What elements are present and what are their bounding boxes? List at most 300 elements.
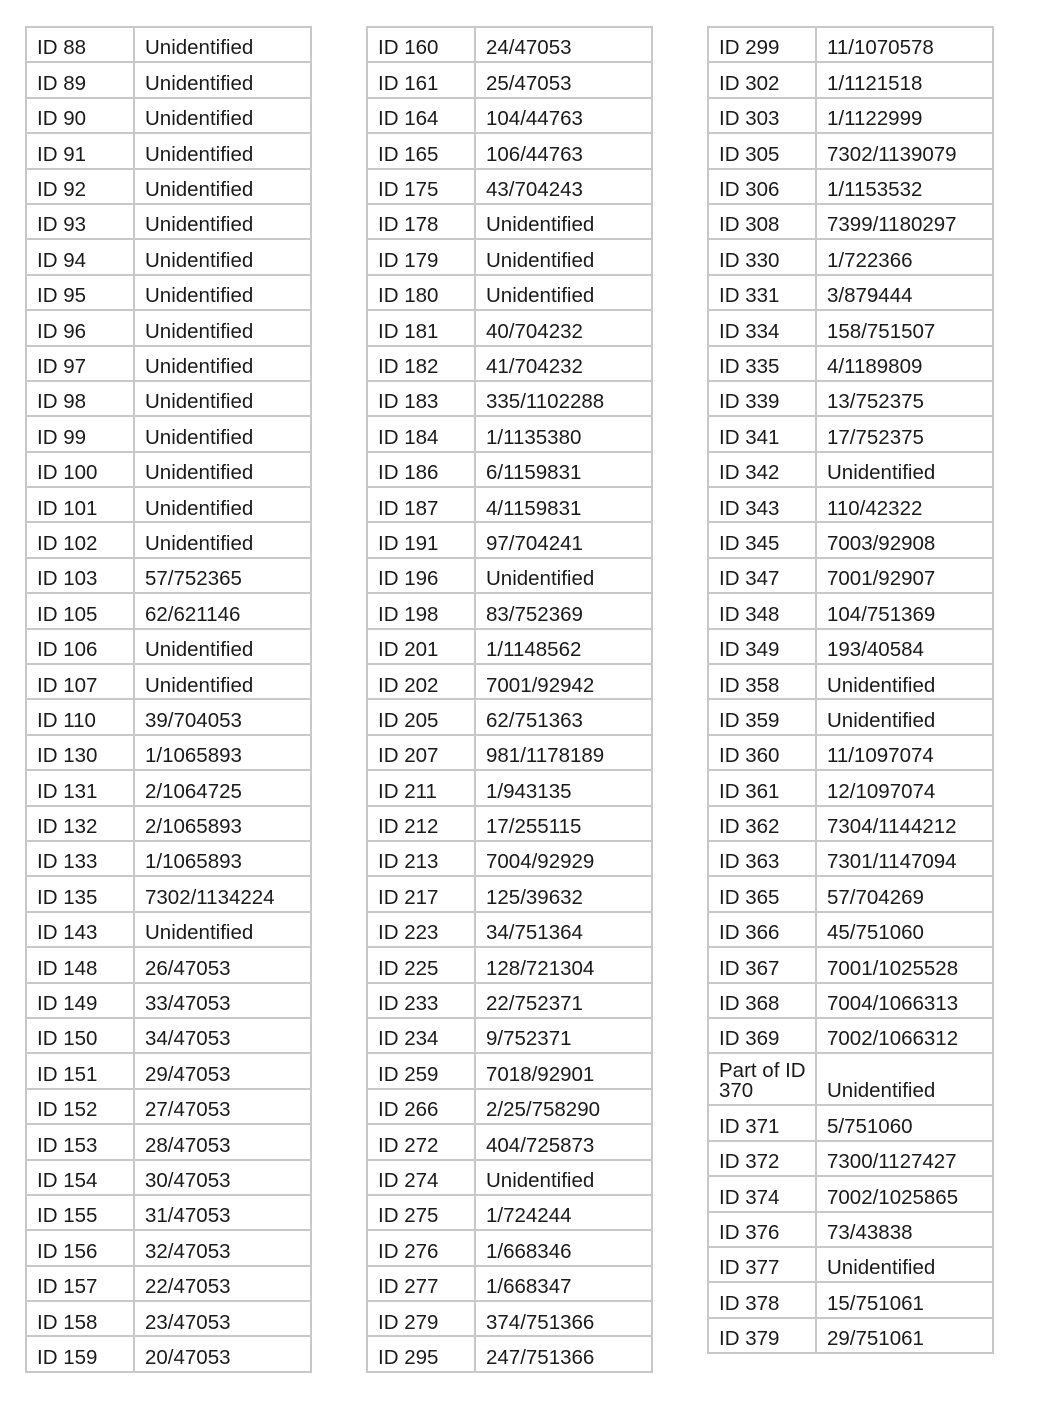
- table-row: [708, 770, 993, 805]
- identification-cell: 45/751060: [816, 912, 993, 947]
- table-row: [26, 1266, 311, 1301]
- table-row: [367, 98, 652, 133]
- id-cell: ID 366: [708, 912, 816, 947]
- identification-cell: 193/40584: [816, 629, 993, 664]
- id-cell: ID 272: [367, 1124, 475, 1159]
- table-row: [26, 735, 311, 770]
- table-row: [26, 416, 311, 451]
- table-row: [26, 133, 311, 168]
- identification-cell: 374/751366: [475, 1301, 652, 1336]
- table-row: [26, 1195, 311, 1230]
- id-cell: ID 374: [708, 1176, 816, 1211]
- table-row: [708, 1141, 993, 1176]
- id-cell: ID 191: [367, 522, 475, 557]
- id-cell: ID 183: [367, 381, 475, 416]
- id-cell: ID 302: [708, 62, 816, 97]
- table-row: [367, 416, 652, 451]
- id-cell: ID 101: [26, 487, 134, 522]
- identification-cell: 1/1153532: [816, 169, 993, 204]
- id-cell: ID 201: [367, 629, 475, 664]
- identification-cell: 4/1189809: [816, 346, 993, 381]
- identification-cell: Unidentified: [134, 416, 311, 451]
- table-row: [708, 1105, 993, 1140]
- id-cell: ID 362: [708, 806, 816, 841]
- id-cell: ID 95: [26, 275, 134, 310]
- identification-cell: 1/943135: [475, 770, 652, 805]
- table-row: [708, 1018, 993, 1053]
- table-row: [708, 346, 993, 381]
- table-row: [367, 346, 652, 381]
- id-cell: ID 93: [26, 204, 134, 239]
- table-row: [26, 1124, 311, 1159]
- identification-cell: 7002/1025865: [816, 1176, 993, 1211]
- id-cell: ID 96: [26, 310, 134, 345]
- identification-cell: 1/1148562: [475, 629, 652, 664]
- id-cell: ID 363: [708, 841, 816, 876]
- id-cell: ID 94: [26, 239, 134, 274]
- table-row: [708, 275, 993, 310]
- table-row: [708, 876, 993, 911]
- identification-cell: 128/721304: [475, 947, 652, 982]
- table-row: [26, 452, 311, 487]
- id-cell: ID 359: [708, 699, 816, 734]
- identification-cell: Unidentified: [134, 169, 311, 204]
- id-cell: ID 103: [26, 558, 134, 593]
- identification-cell: 404/725873: [475, 1124, 652, 1159]
- table-row: [708, 735, 993, 770]
- identification-cell: 33/47053: [134, 983, 311, 1018]
- id-cell: ID 225: [367, 947, 475, 982]
- table-row: [708, 204, 993, 239]
- table-row: [26, 806, 311, 841]
- identification-cell: 3/879444: [816, 275, 993, 310]
- table-row: [367, 1160, 652, 1195]
- table-row: [708, 62, 993, 97]
- id-cell: ID 212: [367, 806, 475, 841]
- table-row: [26, 62, 311, 97]
- id-cell: ID 378: [708, 1282, 816, 1317]
- id-cell: ID 178: [367, 204, 475, 239]
- identification-cell: 17/255115: [475, 806, 652, 841]
- table-row: [367, 381, 652, 416]
- id-cell: ID 180: [367, 275, 475, 310]
- table-row: [26, 487, 311, 522]
- table-row: [708, 664, 993, 699]
- id-cell: ID 334: [708, 310, 816, 345]
- table-row: [708, 983, 993, 1018]
- table-row: [26, 275, 311, 310]
- identification-cell: 29/47053: [134, 1053, 311, 1088]
- table-row: [708, 947, 993, 982]
- id-cell: ID 308: [708, 204, 816, 239]
- id-cell: ID 100: [26, 452, 134, 487]
- table-row: [367, 27, 652, 62]
- identification-cell: 40/704232: [475, 310, 652, 345]
- table-row: [367, 912, 652, 947]
- identification-cell: 25/47053: [475, 62, 652, 97]
- identification-cell: 22/47053: [134, 1266, 311, 1301]
- identification-cell: 62/751363: [475, 699, 652, 734]
- table-row: [708, 1282, 993, 1317]
- id-cell: ID 274: [367, 1160, 475, 1195]
- table-row: [367, 1124, 652, 1159]
- id-cell: ID 365: [708, 876, 816, 911]
- identification-cell: Unidentified: [475, 275, 652, 310]
- id-cell: ID 160: [367, 27, 475, 62]
- identification-cell: 7004/92929: [475, 841, 652, 876]
- id-cell: ID 153: [26, 1124, 134, 1159]
- table-row: [367, 452, 652, 487]
- identification-cell: 27/47053: [134, 1089, 311, 1124]
- id-cell: ID 306: [708, 169, 816, 204]
- table-row: [367, 558, 652, 593]
- identification-cell: 7301/1147094: [816, 841, 993, 876]
- identification-cell: 7302/1134224: [134, 876, 311, 911]
- identification-cell: 7002/1066312: [816, 1018, 993, 1053]
- identification-cell: Unidentified: [475, 1160, 652, 1195]
- id-cell: ID 131: [26, 770, 134, 805]
- identification-cell: Unidentified: [134, 133, 311, 168]
- id-cell: ID 150: [26, 1018, 134, 1053]
- table-row: [367, 806, 652, 841]
- table-row: [367, 1053, 652, 1088]
- id-cell: ID 107: [26, 664, 134, 699]
- id-cell: ID 187: [367, 487, 475, 522]
- id-cell: ID 347: [708, 558, 816, 593]
- table-row: [367, 1089, 652, 1124]
- table-row: [708, 629, 993, 664]
- id-cell: ID 102: [26, 522, 134, 557]
- identification-cell: 73/43838: [816, 1212, 993, 1247]
- id-cell: ID 266: [367, 1089, 475, 1124]
- id-cell: ID 97: [26, 346, 134, 381]
- identification-cell: 7004/1066313: [816, 983, 993, 1018]
- id-cell: ID 179: [367, 239, 475, 274]
- identification-cell: 34/47053: [134, 1018, 311, 1053]
- table-row: [367, 522, 652, 557]
- identification-cell: 57/752365: [134, 558, 311, 593]
- identification-cell: 7001/92907: [816, 558, 993, 593]
- identification-cell: 981/1178189: [475, 735, 652, 770]
- identification-cell: 9/752371: [475, 1018, 652, 1053]
- identification-cell: 106/44763: [475, 133, 652, 168]
- table-row: [367, 664, 652, 699]
- id-cell: Part of ID 370: [708, 1053, 816, 1105]
- identification-cell: 23/47053: [134, 1301, 311, 1336]
- identification-cell: 31/47053: [134, 1195, 311, 1230]
- table-row: [708, 912, 993, 947]
- table-row: [367, 876, 652, 911]
- id-cell: ID 154: [26, 1160, 134, 1195]
- identification-cell: 7302/1139079: [816, 133, 993, 168]
- table-row: [708, 1176, 993, 1211]
- identification-cell: Unidentified: [134, 629, 311, 664]
- id-cell: ID 279: [367, 1301, 475, 1336]
- id-cell: ID 376: [708, 1212, 816, 1247]
- identification-cell: 28/47053: [134, 1124, 311, 1159]
- identification-cell: 11/1070578: [816, 27, 993, 62]
- id-cell: ID 155: [26, 1195, 134, 1230]
- table-row: [708, 169, 993, 204]
- table-row: [367, 275, 652, 310]
- identification-cell: 97/704241: [475, 522, 652, 557]
- id-cell: ID 149: [26, 983, 134, 1018]
- identification-cell: 158/751507: [816, 310, 993, 345]
- table-row: [708, 27, 993, 62]
- id-cell: ID 91: [26, 133, 134, 168]
- id-cell: ID 305: [708, 133, 816, 168]
- table-row: [367, 947, 652, 982]
- table-row: [26, 912, 311, 947]
- identification-cell: 7399/1180297: [816, 204, 993, 239]
- identification-cell: Unidentified: [134, 98, 311, 133]
- id-cell: ID 348: [708, 593, 816, 628]
- id-cell: ID 130: [26, 735, 134, 770]
- identification-cell: 62/621146: [134, 593, 311, 628]
- table-row: [26, 346, 311, 381]
- identification-cell: Unidentified: [134, 664, 311, 699]
- id-cell: ID 156: [26, 1230, 134, 1265]
- id-cell: ID 361: [708, 770, 816, 805]
- table-row: [26, 522, 311, 557]
- table-row: [708, 1318, 993, 1353]
- identification-cell: 24/47053: [475, 27, 652, 62]
- identification-cell: 7300/1127427: [816, 1141, 993, 1176]
- identification-cell: 57/704269: [816, 876, 993, 911]
- table-row: [367, 735, 652, 770]
- table-row: [26, 381, 311, 416]
- table-row: [26, 239, 311, 274]
- id-cell: ID 345: [708, 522, 816, 557]
- id-cell: ID 358: [708, 664, 816, 699]
- table-row: [367, 770, 652, 805]
- id-cell: ID 233: [367, 983, 475, 1018]
- id-cell: ID 331: [708, 275, 816, 310]
- table-row: [367, 1230, 652, 1265]
- id-cell: ID 106: [26, 629, 134, 664]
- identification-cell: 7001/1025528: [816, 947, 993, 982]
- identification-cell: 7003/92908: [816, 522, 993, 557]
- id-cell: ID 379: [708, 1318, 816, 1353]
- table-row: [26, 593, 311, 628]
- identification-cell: Unidentified: [475, 239, 652, 274]
- table-row: [26, 841, 311, 876]
- id-cell: ID 259: [367, 1053, 475, 1088]
- table-row: [26, 1160, 311, 1195]
- id-cell: ID 157: [26, 1266, 134, 1301]
- table-row: [26, 664, 311, 699]
- id-cell: ID 205: [367, 699, 475, 734]
- identification-cell: Unidentified: [134, 62, 311, 97]
- id-cell: ID 277: [367, 1266, 475, 1301]
- table-row: [708, 98, 993, 133]
- id-cell: ID 110: [26, 699, 134, 734]
- id-cell: ID 303: [708, 98, 816, 133]
- id-cell: ID 275: [367, 1195, 475, 1230]
- id-cell: ID 158: [26, 1301, 134, 1336]
- table-row: [367, 1018, 652, 1053]
- identification-cell: 22/752371: [475, 983, 652, 1018]
- identification-cell: Unidentified: [134, 487, 311, 522]
- identification-cell: Unidentified: [134, 381, 311, 416]
- identification-cell: 2/25/758290: [475, 1089, 652, 1124]
- table-row: [26, 947, 311, 982]
- table-row: [26, 983, 311, 1018]
- table-row: [26, 1018, 311, 1053]
- id-cell: ID 276: [367, 1230, 475, 1265]
- identification-cell: 83/752369: [475, 593, 652, 628]
- id-cell: ID 143: [26, 912, 134, 947]
- table-row: [367, 593, 652, 628]
- table-row: [367, 133, 652, 168]
- id-cell: ID 105: [26, 593, 134, 628]
- table-row: [708, 522, 993, 557]
- identification-cell: Unidentified: [816, 664, 993, 699]
- table-row: [708, 310, 993, 345]
- identification-cell: 29/751061: [816, 1318, 993, 1353]
- identification-cell: Unidentified: [134, 522, 311, 557]
- identification-cell: 32/47053: [134, 1230, 311, 1265]
- identification-cell: Unidentified: [134, 275, 311, 310]
- table-row: [367, 1336, 652, 1371]
- table-row: [367, 1266, 652, 1301]
- identification-cell: 43/704243: [475, 169, 652, 204]
- id-cell: ID 377: [708, 1247, 816, 1282]
- table-row: [367, 983, 652, 1018]
- id-cell: ID 369: [708, 1018, 816, 1053]
- table-row: [26, 558, 311, 593]
- identification-cell: 30/47053: [134, 1160, 311, 1195]
- table-row: [26, 699, 311, 734]
- identification-cell: Unidentified: [816, 1053, 993, 1105]
- identification-cell: 247/751366: [475, 1336, 652, 1371]
- table-row: [708, 558, 993, 593]
- identification-cell: 1/1122999: [816, 98, 993, 133]
- id-cell: ID 207: [367, 735, 475, 770]
- identification-cell: Unidentified: [816, 699, 993, 734]
- table-row: [26, 1230, 311, 1265]
- id-cell: ID 159: [26, 1336, 134, 1371]
- table-row: [367, 62, 652, 97]
- identification-cell: Unidentified: [816, 1247, 993, 1282]
- identification-cell: 39/704053: [134, 699, 311, 734]
- table-row: [367, 169, 652, 204]
- identification-cell: 5/751060: [816, 1105, 993, 1140]
- id-cell: ID 339: [708, 381, 816, 416]
- id-cell: ID 89: [26, 62, 134, 97]
- identification-cell: 12/1097074: [816, 770, 993, 805]
- id-table-column-3: [707, 26, 994, 1354]
- identification-cell: 104/751369: [816, 593, 993, 628]
- id-cell: ID 132: [26, 806, 134, 841]
- identification-cell: 6/1159831: [475, 452, 652, 487]
- identification-cell: 125/39632: [475, 876, 652, 911]
- table-row: [26, 770, 311, 805]
- table-row: [26, 1089, 311, 1124]
- identification-cell: 2/1064725: [134, 770, 311, 805]
- id-cell: ID 211: [367, 770, 475, 805]
- table-row: [708, 487, 993, 522]
- identification-cell: 1/1135380: [475, 416, 652, 451]
- identification-cell: 15/751061: [816, 1282, 993, 1317]
- id-cell: ID 175: [367, 169, 475, 204]
- table-row: [708, 1053, 993, 1105]
- identification-cell: Unidentified: [134, 346, 311, 381]
- id-table-column-1: [25, 26, 312, 1373]
- identification-cell: 335/1102288: [475, 381, 652, 416]
- table-row: [708, 593, 993, 628]
- table-row: [26, 629, 311, 664]
- id-cell: ID 342: [708, 452, 816, 487]
- id-cell: ID 148: [26, 947, 134, 982]
- id-cell: ID 133: [26, 841, 134, 876]
- id-cell: ID 161: [367, 62, 475, 97]
- table-row: [708, 841, 993, 876]
- table-row: [708, 133, 993, 168]
- table-row: [708, 239, 993, 274]
- identification-cell: 7304/1144212: [816, 806, 993, 841]
- identification-cell: Unidentified: [134, 310, 311, 345]
- id-cell: ID 99: [26, 416, 134, 451]
- id-cell: ID 151: [26, 1053, 134, 1088]
- identification-cell: 17/752375: [816, 416, 993, 451]
- id-cell: ID 341: [708, 416, 816, 451]
- identification-cell: 1/724244: [475, 1195, 652, 1230]
- id-cell: ID 330: [708, 239, 816, 274]
- table-row: [26, 169, 311, 204]
- identification-cell: 1/1121518: [816, 62, 993, 97]
- id-cell: ID 88: [26, 27, 134, 62]
- id-cell: ID 98: [26, 381, 134, 416]
- table-row: [367, 1195, 652, 1230]
- id-cell: ID 360: [708, 735, 816, 770]
- identification-cell: 13/752375: [816, 381, 993, 416]
- id-cell: ID 299: [708, 27, 816, 62]
- id-table-column-2: [366, 26, 653, 1373]
- identification-cell: Unidentified: [134, 239, 311, 274]
- id-cell: ID 367: [708, 947, 816, 982]
- identification-cell: 20/47053: [134, 1336, 311, 1371]
- table-row: [708, 1212, 993, 1247]
- identification-cell: 7001/92942: [475, 664, 652, 699]
- id-cell: ID 135: [26, 876, 134, 911]
- identification-cell: Unidentified: [134, 452, 311, 487]
- table-row: [26, 876, 311, 911]
- id-cell: ID 349: [708, 629, 816, 664]
- id-cell: ID 295: [367, 1336, 475, 1371]
- id-cell: ID 371: [708, 1105, 816, 1140]
- table-row: [367, 204, 652, 239]
- id-cell: ID 186: [367, 452, 475, 487]
- id-cell: ID 181: [367, 310, 475, 345]
- id-cell: ID 234: [367, 1018, 475, 1053]
- table-row: [367, 239, 652, 274]
- id-cell: ID 92: [26, 169, 134, 204]
- identification-cell: 1/668347: [475, 1266, 652, 1301]
- table-row: [367, 1301, 652, 1336]
- id-cell: ID 213: [367, 841, 475, 876]
- id-cell: ID 164: [367, 98, 475, 133]
- table-row: [708, 1247, 993, 1282]
- table-row: [708, 452, 993, 487]
- identification-cell: Unidentified: [134, 204, 311, 239]
- table-row: [26, 204, 311, 239]
- identification-cell: 7018/92901: [475, 1053, 652, 1088]
- id-cell: ID 182: [367, 346, 475, 381]
- table-row: [26, 310, 311, 345]
- identification-cell: 1/668346: [475, 1230, 652, 1265]
- identification-cell: 1/722366: [816, 239, 993, 274]
